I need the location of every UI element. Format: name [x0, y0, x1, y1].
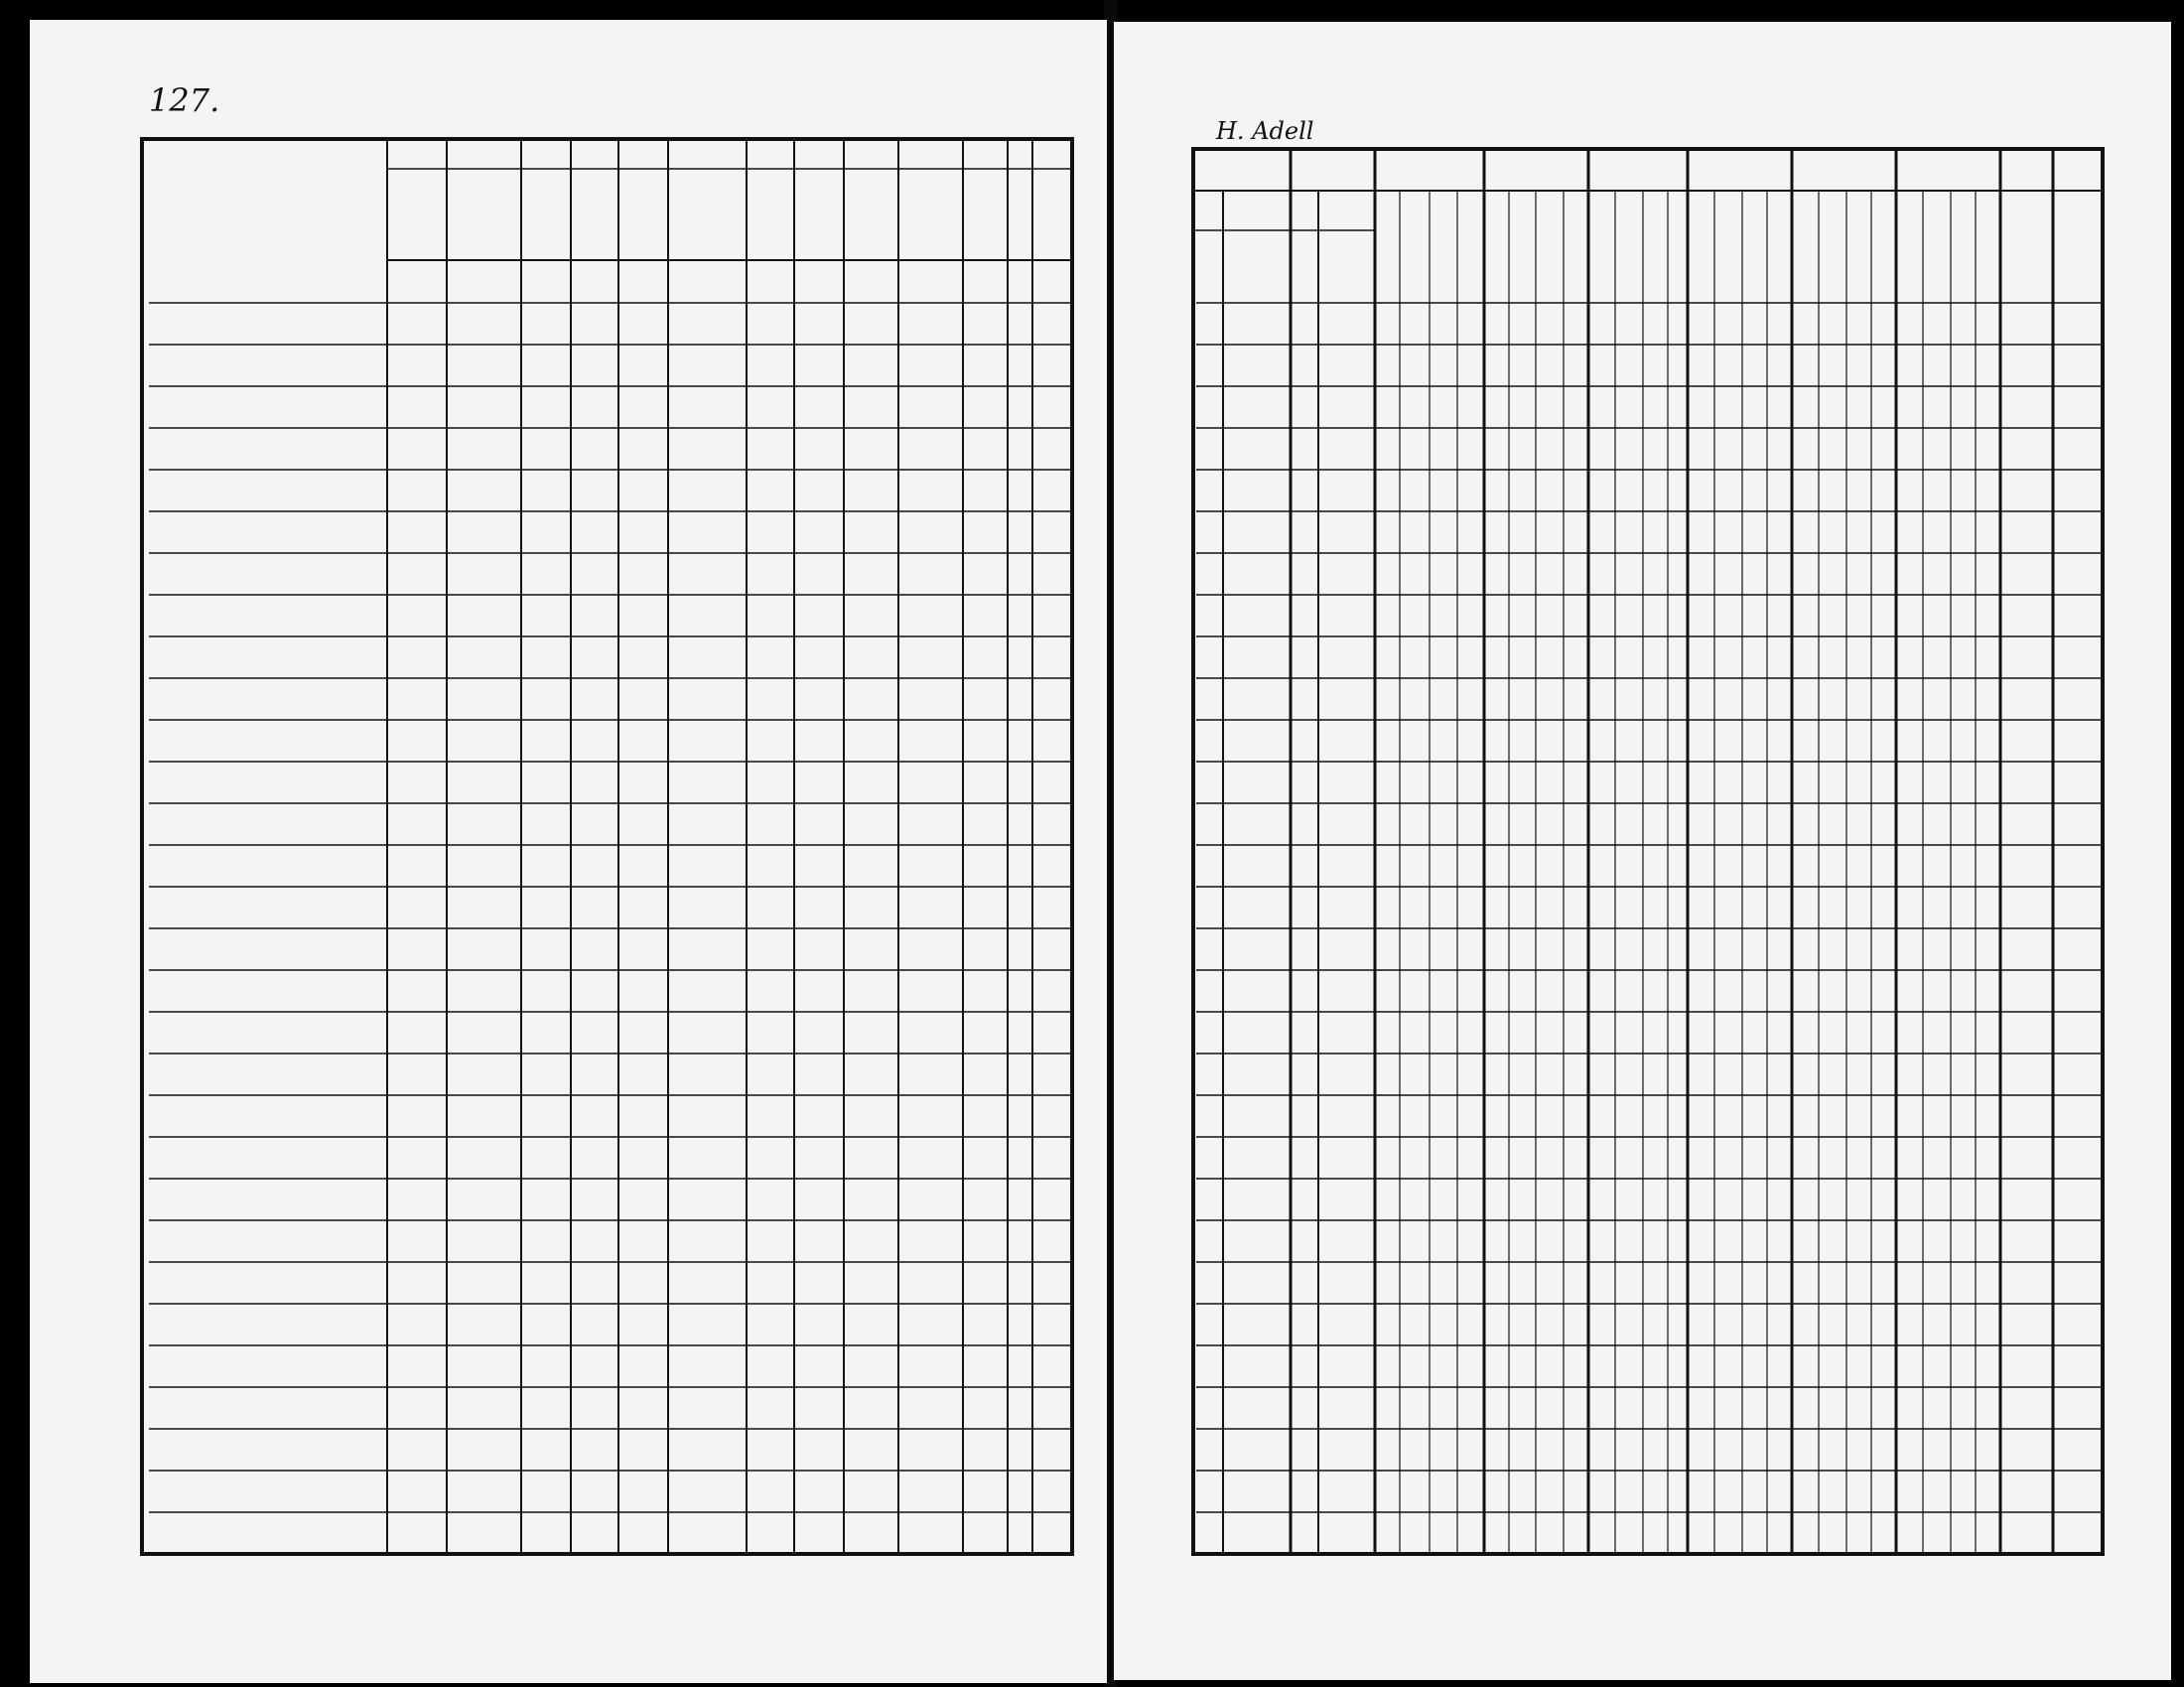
header-note: H. Adell [1216, 117, 1314, 145]
page-number: 127. [149, 81, 220, 119]
right-table-frame [1193, 149, 2103, 1554]
